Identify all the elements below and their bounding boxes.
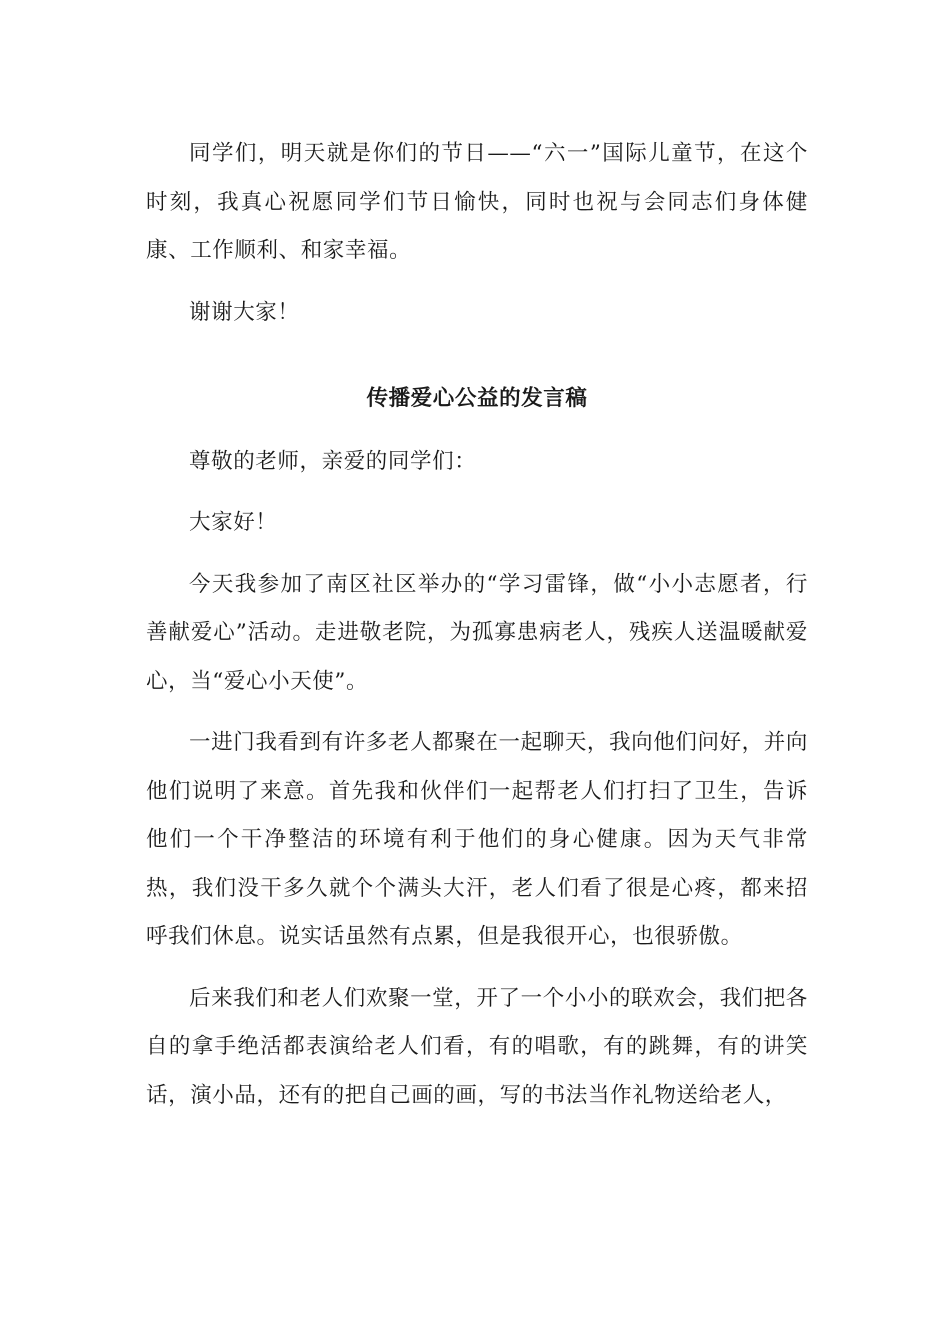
paragraph-children-day-wishes: 同学们，明天就是你们的节日——“六一”国际儿童节，在这个时刻，我真心祝愿同学们节日愉快，同时也祝与会同志们身体健康、工作顺利、和家幸福。	[146, 141, 808, 263]
paragraph-cleaning: 一进门我看到有许多老人都聚在一起聊天，我向他们问好，并向他们说明了来意。首先我和伙伴们一起帮老人们打扫了卫生，告诉他们一个干净整洁的环境有利于他们的身心健康。因为天气非常热，我们没干多久就个个满头大汗，老人们看了很是心疼，都来招呼我们休息。说实话虽然有点累，但是我很开心，也很骄傲。	[146, 730, 808, 949]
paragraph-thanks: 谢谢大家！	[189, 299, 300, 325]
speech-title: 传播爱心公益的发言稿	[366, 386, 588, 411]
paragraph-salutation: 尊敬的老师，亲爱的同学们：	[189, 448, 477, 474]
paragraph-party: 后来我们和老人们欢聚一堂，开了一个小小的联欢会，我们把各自的拿手绝活都表演给老人们看，有的唱歌，有的跳舞，有的讲笑话，演小品，还有的把自己画的画，写的书法当作礼物送给老人，	[146, 985, 808, 1108]
paragraph-greeting: 大家好！	[189, 510, 278, 535]
document-body	[146, 130, 808, 1133]
paragraph-activity-intro: 今天我参加了南区社区举办的“学习雷锋，做“小小志愿者，行善献爱心”活动。走进敬老院，为孤寡患病老人，残疾人送温暖献爱心，当“爱心小天使”。	[146, 571, 808, 694]
